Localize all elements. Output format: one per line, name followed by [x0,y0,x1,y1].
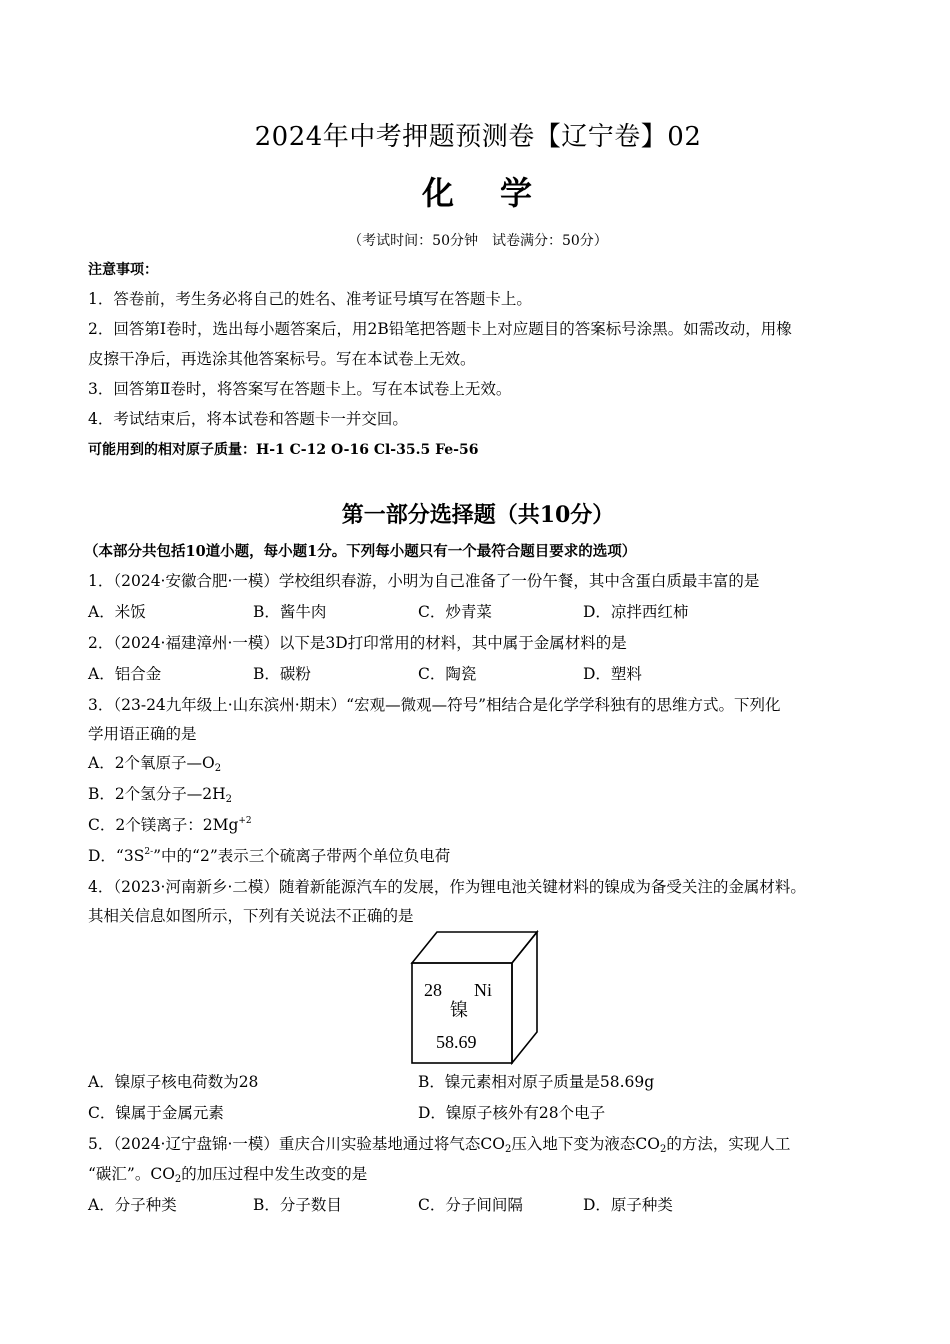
q5-stem-part: 的加压过程中发生改变的是 [181,1165,368,1183]
question-4-stem: 4．（2023·河南新乡·二模）随着新能源汽车的发展，作为锂电池关键材料的镍成为备受关注的金属材料。 [88,878,806,896]
q2-option-b: B．碳粉 [253,665,311,683]
q5-option-b: B．分子数目 [253,1196,342,1214]
question-2-stem: 2．（2024·福建漳州·一模）以下是3D打印常用的材料，其中属于金属材料的是 [88,634,627,652]
q5-stem-part: 5．（2024·辽宁盘锦·一模）重庆合川实验基地通过将气态CO [88,1135,505,1153]
q1-option-b: B．酱牛肉 [253,603,327,621]
q3-option-c-text: C．2个镁离子：2Mg [88,816,239,834]
atomic-mass-line: 可能用到的相对原子质量：H-1 C-12 O-16 Cl-35.5 Fe-56 [88,442,479,458]
q3-option-d-rest: ”中的“2”表示三个硫离子带两个单位负电荷 [153,847,451,865]
subject-char: 化 [421,174,456,212]
question-4-stem-cont: 其相关信息如图所示，下列有关说法不正确的是 [88,907,414,925]
q4-option-b: B．镍元素相对原子质量是58.69g [418,1073,655,1091]
q5-stem-part: 的方法，实现人工 [666,1135,791,1153]
q2-option-d: D．塑料 [583,665,642,683]
q3-option-b-text: B．2个氢分子—2H [88,785,226,803]
q5-stem-part: “碳汇”。CO [88,1165,175,1183]
q2-option-c: C．陶瓷 [418,665,477,683]
note-item: 2．回答第Ⅰ卷时，选出每小题答案后，用2B铅笔把答题卡上对应题目的答案标号涂黑。如需改动，用橡 [88,320,792,338]
question-1-stem: 1．（2024·安徽合肥·一模）学校组织春游，小明为自己准备了一份午餐，其中含蛋白质最丰富的是 [88,572,760,590]
exam-title: 2024年中考押题预测卷【辽宁卷】02 [254,122,702,152]
q4-option-a: A．镍原子核电荷数为28 [88,1073,259,1091]
subscript: 2 [504,1144,512,1155]
q1-option-d: D．凉拌西红柿 [583,603,689,621]
nickel-element-cube [410,930,540,1065]
q3-option-d-text: D．“3S [88,847,145,865]
q3-option-c [88,814,252,836]
q3-option-d [88,845,450,867]
superscript: 2- [144,847,154,857]
subscript: 2 [214,763,222,774]
q4-option-d: D．镍原子核外有28个电子 [418,1104,606,1122]
superscript: +2 [238,816,252,826]
subscript: 2 [174,1174,182,1185]
q5-option-a: A．分子种类 [88,1196,177,1214]
q5-stem-part: 压入地下变为液态CO [511,1135,660,1153]
element-name: 镍 [450,1000,468,1020]
atomic-mass: 58.69 [436,1032,477,1052]
section-note: （本部分共包括10道小题，每小题1分。下列每小题只有一个最符合题目要求的选项） [84,543,637,560]
question-3-stem-cont: 学用语正确的是 [88,725,197,743]
subject-title [88,168,868,214]
q1-option-c: C．炒青菜 [418,603,492,621]
note-item: 4．考试结束后，将本试卷和答题卡一并交回。 [88,410,408,428]
q4-option-c: C．镍属于金属元素 [88,1104,224,1122]
subscript: 2 [225,794,233,805]
q3-option-a-text: A．2个氧原子—O [88,754,215,772]
q1-option-a: A．米饭 [88,603,146,621]
exam-meta: （考试时间：50分钟 试卷满分：50分） [348,233,608,249]
element-symbol: Ni [474,980,492,1000]
note-item: 皮擦干净后，再选涂其他答案标号。写在本试卷上无效。 [88,350,476,368]
subscript: 2 [659,1144,667,1155]
note-item: 1．答卷前，考生务必将自己的姓名、准考证号填写在答题卡上。 [88,290,532,308]
note-item: 3．回答第Ⅱ卷时，将答案写在答题卡上。写在本试卷上无效。 [88,380,512,398]
q2-option-a: A．铝合金 [88,665,162,683]
question-3-stem: 3．（23-24九年级上·山东滨州·期末）“宏观—微观—符号”相结合是化学学科独有的思维方式。下列化 [88,696,781,714]
section-title: 第一部分选择题（共10分） [341,502,615,528]
q3-option-b [88,783,232,805]
question-5-stem-cont [88,1163,367,1185]
q3-option-a [88,752,221,774]
q5-option-c: C．分子间间隔 [418,1196,523,1214]
notes-heading: 注意事项： [88,262,158,278]
question-5-stem [88,1133,790,1155]
subject-char: 学 [500,174,535,212]
atomic-number: 28 [424,980,442,1000]
q5-option-d: D．原子种类 [583,1196,673,1214]
